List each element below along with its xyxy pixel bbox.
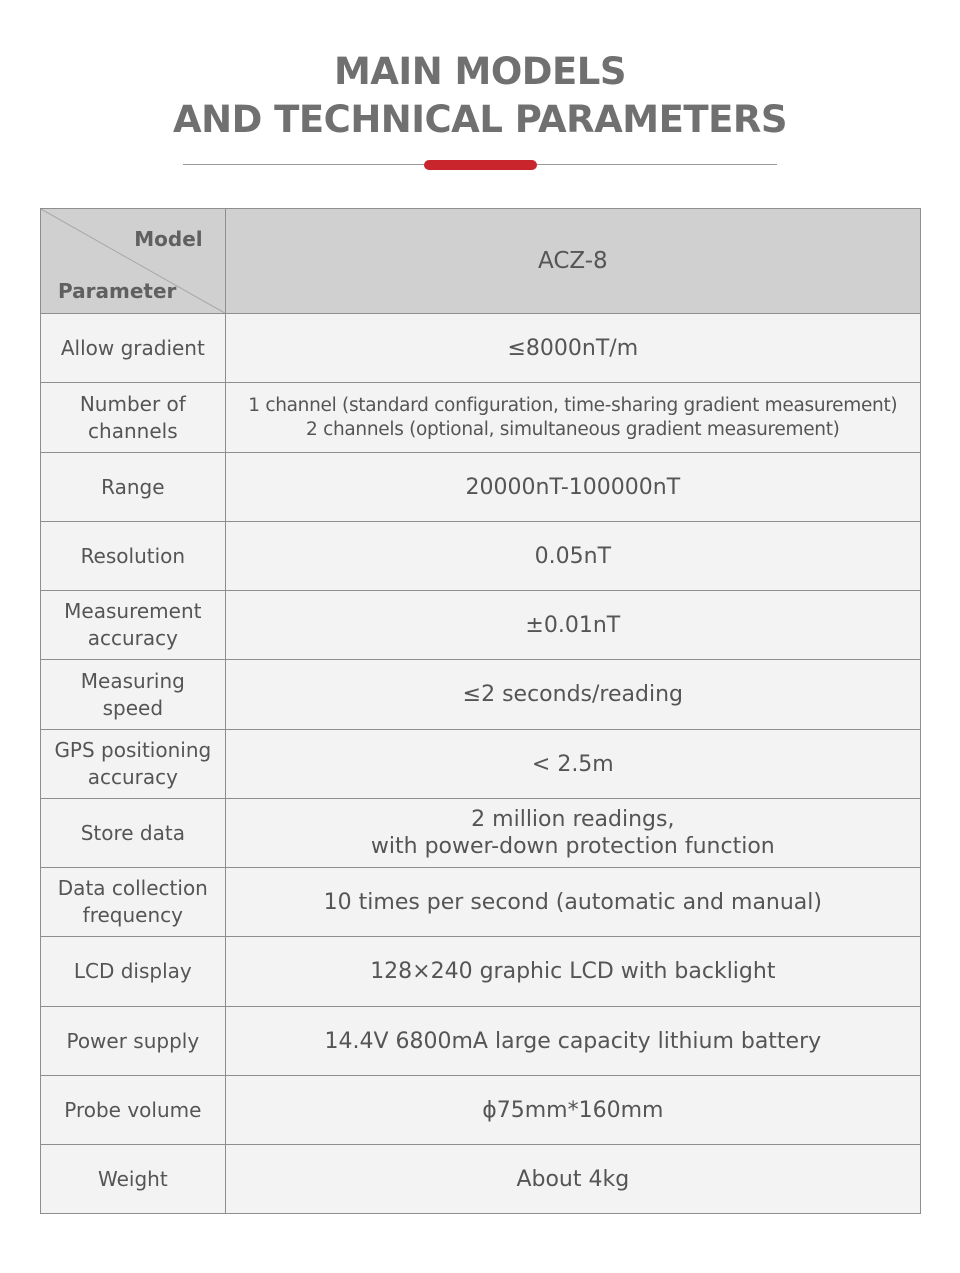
specs-table [40,208,921,1214]
header-model-name: ACZ-8 [225,209,920,314]
parameter-value: < 2.5m [531,751,614,777]
table-row [41,799,921,868]
page-title-line-2: AND TECHNICAL PARAMETERS [172,98,788,141]
table-row [41,1007,921,1076]
page-title [0,48,960,144]
parameter-value: 2 channels (optional, simultaneous gradient measurement) [306,418,840,440]
parameter-label-cell [41,591,226,660]
parameter-value: 128×240 graphic LCD with backlight [370,959,776,984]
parameter-value-cell [225,660,920,730]
header-parameter-label: Parameter [58,279,177,303]
parameter-label: Resolution [80,543,186,568]
parameter-label-cell [41,937,226,1007]
parameter-label: frequency [82,903,183,927]
table-row [41,522,921,591]
table-row [41,1076,921,1145]
parameter-label: Allow gradient [60,335,205,360]
parameter-label: Measuring [80,668,185,693]
parameter-label: Data collection [57,876,208,900]
parameter-value-cell [225,314,920,383]
title-divider-accent [424,160,537,170]
parameter-value: 0.05nT [534,543,612,569]
table-row [41,937,921,1007]
parameter-label-cell [41,730,226,799]
parameter-value: 1 channel (standard configuration, time-sharing gradient measurement) [248,394,898,416]
parameter-label: Power supply [66,1028,200,1053]
parameter-value-cell [225,937,920,1007]
table-row [41,314,921,383]
parameter-label: Number of [79,391,186,416]
table-row [41,868,921,937]
parameter-value-cell [225,1007,920,1076]
parameter-value: 10 times per second (automatic and manual) [323,889,822,915]
parameter-label: Range [101,474,165,499]
parameter-value-cell [225,1076,920,1145]
parameter-label: accuracy [87,765,178,789]
page-title-line-1: MAIN MODELS [333,50,627,93]
parameter-label-cell [41,1007,226,1076]
parameter-label: channels [88,418,178,443]
parameter-label-cell [41,660,226,730]
parameter-value: ≤8000nT/m [507,335,639,361]
parameter-value: 20000nT-100000nT [465,474,681,500]
parameter-value: with power-down protection function [370,834,775,859]
table-header-row [41,209,921,314]
parameter-value-cell [225,453,920,522]
parameter-value: ϕ75mm*160mm [482,1097,664,1123]
parameter-label: Weight [97,1166,168,1191]
parameter-value-cell [225,799,920,868]
specs-table-body [41,209,921,1214]
parameter-label: speed [102,695,164,720]
parameter-value: About 4kg [516,1166,630,1192]
parameter-label: GPS positioning [54,738,212,762]
parameter-label: Measurement [64,599,202,623]
parameter-label-cell [41,383,226,453]
parameter-value-cell [225,383,920,453]
parameter-value-cell [225,730,920,799]
header-corner-cell [41,209,226,314]
parameter-label: Store data [80,820,185,845]
table-row [41,383,921,453]
parameter-value: ≤2 seconds/reading [462,682,683,707]
parameter-label: accuracy [87,626,178,650]
parameter-value-cell [225,591,920,660]
parameter-label: LCD display [73,959,192,983]
parameter-label-cell [41,453,226,522]
parameter-value-cell [225,868,920,937]
table-row [41,1145,921,1214]
header-model-label: Model [134,227,203,251]
table-row [41,660,921,730]
parameter-value: 2 million readings, [471,807,675,832]
parameter-value: ±0.01nT [525,612,621,638]
table-row [41,591,921,660]
table-row [41,730,921,799]
parameter-value-cell [225,1145,920,1214]
parameter-label-cell [41,522,226,591]
parameter-value: 14.4V 6800mA large capacity lithium battery [324,1028,822,1054]
parameter-value-cell [225,522,920,591]
parameter-label-cell [41,868,226,937]
parameter-label-cell [41,799,226,868]
parameter-label-cell [41,1076,226,1145]
parameter-label-cell [41,314,226,383]
parameter-label-cell [41,1145,226,1214]
table-row [41,453,921,522]
parameter-label: Probe volume [64,1097,202,1122]
